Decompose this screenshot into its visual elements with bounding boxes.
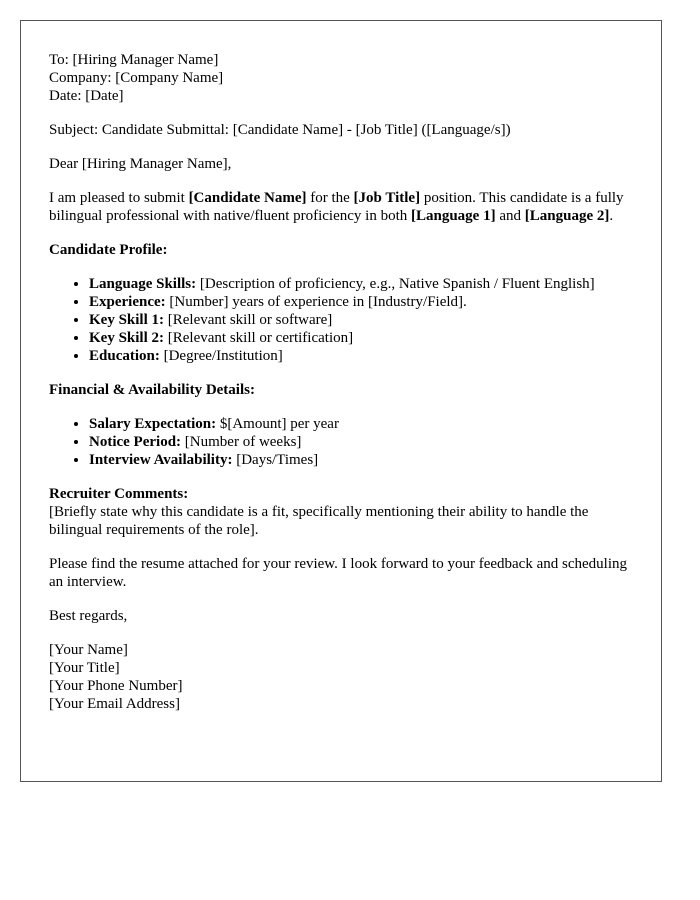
profile-list [49,275,633,365]
letter-document [20,20,662,782]
list-item [89,293,633,311]
sign-off: Best regards, [49,608,128,624]
candidate-name: [Candidate Name] [188,190,307,206]
intro-text-3: position. This candidate is a fully bilingual professional with native/fluent proficiency in both [49,190,624,224]
list-item [89,433,633,451]
list-item-label: Language Skills: [89,276,197,292]
list-item-label: Interview Availability: [89,452,233,468]
subject-line: Subject: Candidate Submittal: [Candidate Name] - [Job Title] ([Language/s]) [49,122,511,138]
list-item-label: Key Skill 2: [89,330,165,346]
list-item-value: [Relevant skill or software] [164,312,333,328]
closing-paragraph: Please find the resume attached for your review. I look forward to your feedback and scheduling an interview. [49,556,627,590]
list-item-value: [Degree/Institution] [159,348,283,364]
comments-text: [Briefly state why this candidate is a fit, specifically mentioning their ability to handle the bilingual requirements of the role]. [49,504,589,538]
list-item-value: [Number of weeks] [181,434,302,450]
list-item-value: [Days/Times] [232,452,319,468]
signature-name: [Your Name] [49,642,128,658]
to-label: To: [49,52,69,68]
signature-title: [Your Title] [49,660,120,676]
intro-text-5: . [609,208,614,224]
profile-heading [49,241,633,259]
intro-text-1: I am pleased to submit [49,190,189,206]
financial-list [49,415,633,469]
list-item-label: Experience: [89,294,166,310]
list-item-value: [Number] years of experience in [Industry/Field]. [165,294,467,310]
list-item-value: [Relevant skill or certification] [164,330,354,346]
list-item-value: $[Amount] per year [216,416,339,432]
to-line [49,51,633,69]
signature-phone: [Your Phone Number] [49,678,183,694]
list-item-value: [Description of proficiency, e.g., Native Spanish / Fluent English] [196,276,595,292]
company-label: Company: [49,70,112,86]
intro-paragraph [49,189,633,225]
language-1: [Language 1] [411,208,496,224]
date-line [49,87,633,105]
company-value: [Company Name] [115,70,224,86]
list-item [89,329,633,347]
date-value: [Date] [85,88,124,104]
financial-heading [49,381,633,399]
list-item-label: Salary Expectation: [89,416,217,432]
signature-email: [Your Email Address] [49,696,180,712]
to-value: [Hiring Manager Name] [72,52,219,68]
greeting: Dear [Hiring Manager Name], [49,156,232,172]
intro-text-2: for the [306,190,354,206]
letter-header [49,51,633,105]
profile-heading-text: Candidate Profile: [49,242,168,258]
date-label: Date: [49,88,82,104]
signature-block [49,641,633,713]
language-2: [Language 2] [524,208,610,224]
job-title: [Job Title] [353,190,421,206]
list-item [89,451,633,469]
financial-heading-text: Financial & Availability Details: [49,382,255,398]
list-item-label: Education: [89,348,160,364]
list-item [89,311,633,329]
list-item [89,347,633,365]
comments-heading: Recruiter Comments: [49,486,189,502]
list-item-label: Notice Period: [89,434,182,450]
company-line [49,69,633,87]
list-item [89,275,633,293]
recruiter-comments [49,485,633,539]
intro-text-4: and [495,208,525,224]
list-item-label: Key Skill 1: [89,312,165,328]
list-item [89,415,633,433]
